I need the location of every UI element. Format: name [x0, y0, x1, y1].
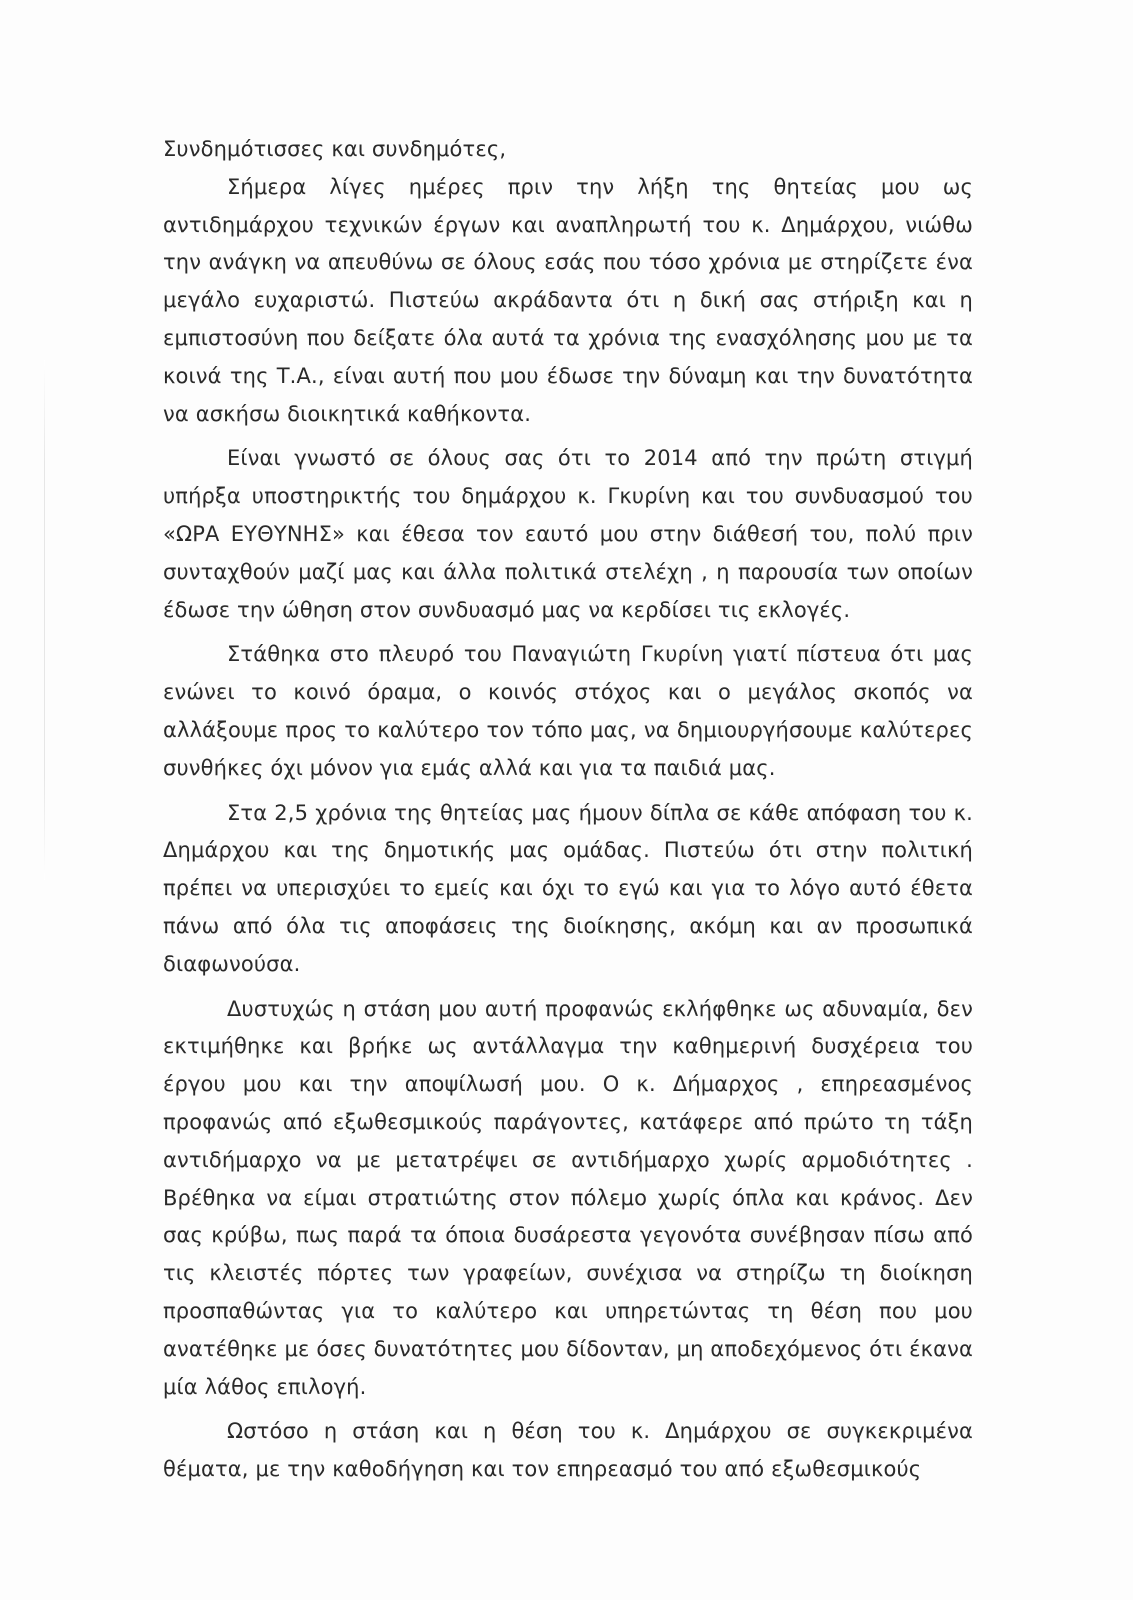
paragraph-term-decisions: Στα 2,5 χρόνια της θητείας μας ήμουν δίπλα σε κάθε απόφαση του κ. Δημάρχου και της δημοτικής μας ομάδας. Πιστεύω ότι στην πολιτική πρέπει να υπερισχύει το εμείς και όχι το εγώ και για το λόγο αυτό έθετα πάνω από όλα τις αποφάσεις της διοίκησης, ακόμη και αν προσωπικά διαφωνούσα.	[163, 800, 973, 976]
salutation: Συνδημότισσες και συνδημότες,	[163, 137, 507, 161]
paragraph-support-2014: Είναι γνωστό σε όλους σας ότι το 2014 από την πρώτη στιγμή υπήρξα υποστηρικτής του δημάρχου κ. Γκυρίνη και του συνδυασμού του «ΩΡΑ ΕΥΘΥΝΗΣ» και έθεσα τον εαυτό μου στην διάθεσή του, πολύ πριν συνταχθούν μαζί μας και άλλα πολιτικά στελέχη , η παρουσία των οποίων έδωσε την ώθηση στον συνδυασμό μας να κερδίσει τις εκλογές.	[163, 446, 973, 622]
scan-shadow-line	[44, 360, 45, 880]
paragraph-gratitude: Σήμερα λίγες ημέρες πριν την λήξη της θητείας μου ως αντιδημάρχου τεχνικών έργων και αναπληρωτή του κ. Δημάρχου, νιώθω την ανάγκη να απευθύνω σε όλους εσάς που τόσο χρόνια με στηρίζετε ένα μεγάλο ευχαριστώ. Πιστεύω ακράδαντα ότι η δική σας στήριξη και η εμπιστοσύνη που δείξατε όλα αυτά τα χρόνια της ενασχόλησης μου με τα κοινά της Τ.Α., είναι αυτή που μου έδωσε την δύναμη και την δυνατότητα να ασκήσω διοικητικά καθήκοντα.	[163, 174, 973, 426]
paragraph-sidelined: Δυστυχώς η στάση μου αυτή προφανώς εκλήφθηκε ως αδυναμία, δεν εκτιμήθηκε και βρήκε ως αντάλλαγμα την καθημερινή δυσχέρεια του έργου μου και την αποψίλωσή μου. Ο κ. Δήμαρχος , επηρεασμένος προφανώς από εξωθεσμικούς παράγοντες, κατάφερε από πρώτο τη τάξη αντιδήμαρχο να με μετατρέψει σε αντιδήμαρχο χωρίς αρμοδιότητες . Βρέθηκα να είμαι στρατιώτης στον πόλεμο χωρίς όπλα και κράνος. Δεν σας κρύβω, πως παρά τα όποια δυσάρεστα γεγονότα συνέβησαν πίσω από τις κλειστές πόρτες των γραφείων, συνέχισα να στηρίζω τη διοίκηση προσπαθώντας για το καλύτερο και υπηρετώντας τη θέση που μου ανατέθηκε με όσες δυνατότητες μου δίδονταν, μη αποδεχόμενος ότι έκανα μία λάθος επιλογή.	[163, 996, 973, 1399]
paragraph-shared-vision: Στάθηκα στο πλευρό του Παναγιώτη Γκυρίνη γιατί πίστευα ότι μας ενώνει το κοινό όραμα, ο κοινός στόχος και ο μεγάλος σκοπός να αλλάξουμε προς το καλύτερο τον τόπο μας, να δημιουργήσουμε καλύτερες συνθήκες όχι μόνον για εμάς αλλά και για τα παιδιά μας.	[163, 642, 973, 780]
letter-body	[163, 131, 973, 1489]
paragraph-however: Ωστόσο η στάση και η θέση του κ. Δημάρχου σε συγκεκριμένα θέματα, με την καθοδήγηση και τον επηρεασμό του από εξωθεσμικούς	[163, 1419, 973, 1482]
